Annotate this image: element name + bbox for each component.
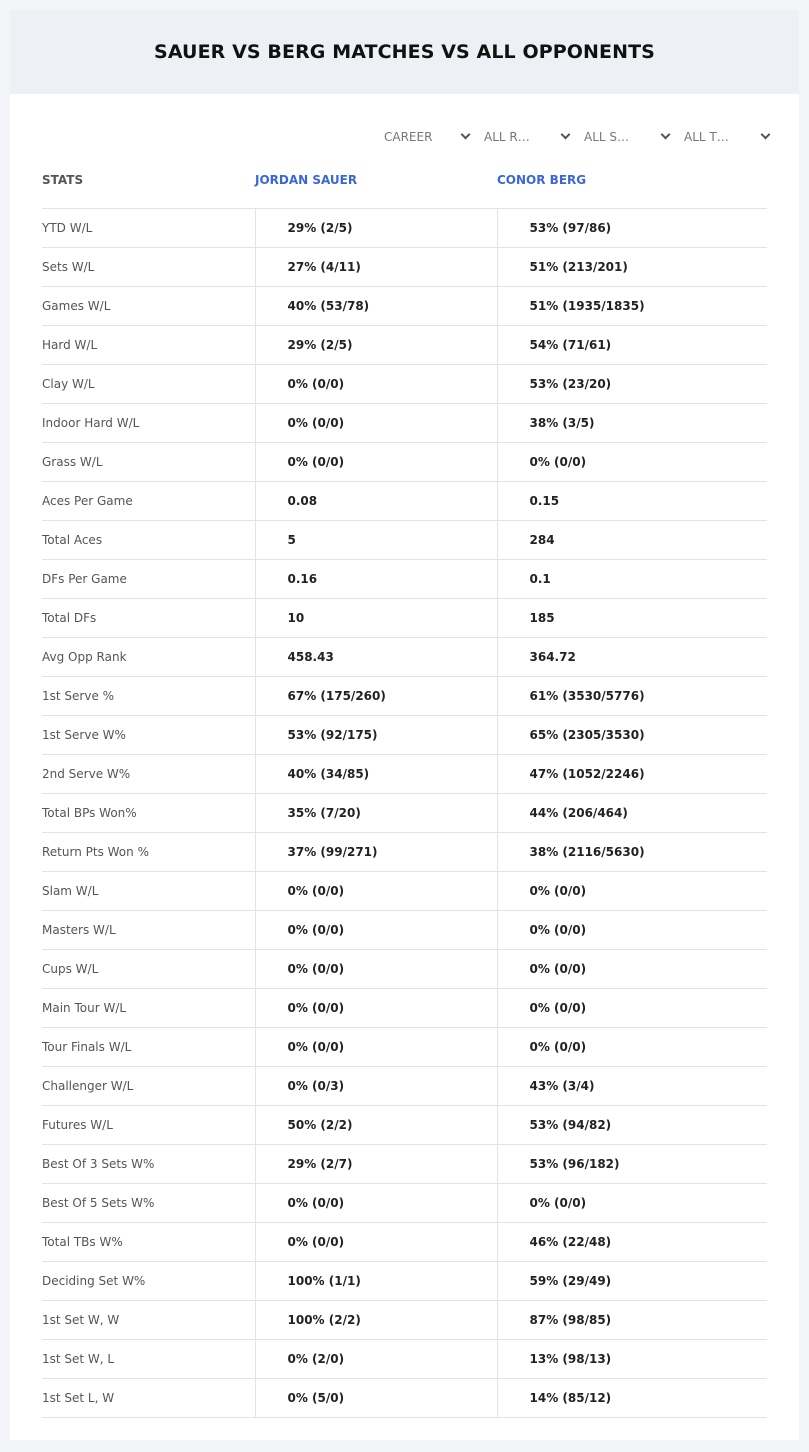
- table-header: [42, 172, 767, 208]
- stat-label: Slam W/L: [42, 872, 255, 911]
- table-row: [42, 365, 767, 404]
- stat-label: DFs Per Game: [42, 560, 255, 599]
- player1-value: 0% (0/0): [255, 1028, 497, 1067]
- chevron-down-icon: [461, 130, 471, 140]
- player1-value: 35% (7/20): [255, 794, 497, 833]
- table-row: [42, 950, 767, 989]
- player1-value: 458.43: [255, 638, 497, 677]
- table-row: [42, 1223, 767, 1262]
- stat-label: Clay W/L: [42, 365, 255, 404]
- table-row: [42, 209, 767, 248]
- stat-label: Sets W/L: [42, 248, 255, 287]
- player1-value: 0% (5/0): [255, 1379, 497, 1418]
- table-row: [42, 404, 767, 443]
- player2-value: 0.15: [497, 482, 767, 521]
- chevron-down-icon: [761, 130, 771, 140]
- card-header: [10, 10, 799, 94]
- player2-value: 38% (2116/5630): [497, 833, 767, 872]
- player1-value: 40% (34/85): [255, 755, 497, 794]
- table-row: [42, 716, 767, 755]
- table-row: [42, 326, 767, 365]
- player1-value: 0% (0/0): [255, 872, 497, 911]
- table-row: [42, 482, 767, 521]
- stat-label: Best Of 3 Sets W%: [42, 1145, 255, 1184]
- table-row: [42, 1379, 767, 1418]
- stat-label: Hard W/L: [42, 326, 255, 365]
- stat-label: Futures W/L: [42, 1106, 255, 1145]
- table-row: [42, 755, 767, 794]
- table-row: [42, 677, 767, 716]
- player2-value: 47% (1052/2246): [497, 755, 767, 794]
- player1-value: 0.08: [255, 482, 497, 521]
- table-row: [42, 1262, 767, 1301]
- stat-label: Challenger W/L: [42, 1067, 255, 1106]
- table-row: [42, 872, 767, 911]
- player1-value: 40% (53/78): [255, 287, 497, 326]
- player1-value: 0% (0/0): [255, 911, 497, 950]
- player2-value: 0% (0/0): [497, 989, 767, 1028]
- player1-value: 0% (0/0): [255, 1223, 497, 1262]
- stat-label: Avg Opp Rank: [42, 638, 255, 677]
- player1-value: 0% (0/0): [255, 950, 497, 989]
- player1-value: 0% (0/0): [255, 989, 497, 1028]
- player2-value: 65% (2305/3530): [497, 716, 767, 755]
- player1-value: 5: [255, 521, 497, 560]
- player1-value: 50% (2/2): [255, 1106, 497, 1145]
- player1-value: 0% (0/0): [255, 1184, 497, 1223]
- player1-value: 29% (2/5): [255, 326, 497, 365]
- stats-column-header: STATS: [42, 173, 84, 187]
- player2-value: 53% (97/86): [497, 209, 767, 248]
- stat-label: Grass W/L: [42, 443, 255, 482]
- stat-label: Indoor Hard W/L: [42, 404, 255, 443]
- player2-value: 284: [497, 521, 767, 560]
- table-row: [42, 1145, 767, 1184]
- player2-value: 0% (0/0): [497, 443, 767, 482]
- player2-link[interactable]: CONOR BERG: [497, 173, 587, 187]
- table-row: [42, 1340, 767, 1379]
- player1-value: 0% (0/0): [255, 365, 497, 404]
- player2-value: 53% (94/82): [497, 1106, 767, 1145]
- stat-label: YTD W/L: [42, 209, 255, 248]
- stat-label: Tour Finals W/L: [42, 1028, 255, 1067]
- player1-value: 53% (92/175): [255, 716, 497, 755]
- player2-value: 0% (0/0): [497, 1028, 767, 1067]
- player2-value: 0% (0/0): [497, 872, 767, 911]
- table-row: [42, 521, 767, 560]
- table-row: [42, 287, 767, 326]
- table-row: [42, 560, 767, 599]
- stats-card: [10, 10, 799, 1440]
- stat-label: Total DFs: [42, 599, 255, 638]
- stat-label: Main Tour W/L: [42, 989, 255, 1028]
- player2-value: 0.1: [497, 560, 767, 599]
- stat-label: Games W/L: [42, 287, 255, 326]
- player1-value: 100% (1/1): [255, 1262, 497, 1301]
- filter-label: ALL R…: [484, 130, 530, 144]
- filter-round-select[interactable]: [480, 127, 580, 147]
- player2-value: 185: [497, 599, 767, 638]
- table-row: [42, 989, 767, 1028]
- player2-value: 44% (206/464): [497, 794, 767, 833]
- player1-value: 27% (4/11): [255, 248, 497, 287]
- filter-period-select[interactable]: [380, 127, 480, 147]
- stats-table: [42, 208, 767, 1418]
- player2-value: 0% (0/0): [497, 950, 767, 989]
- table-row: [42, 1301, 767, 1340]
- filter-label: ALL S…: [584, 130, 630, 144]
- player2-value: 53% (96/182): [497, 1145, 767, 1184]
- stat-label: Cups W/L: [42, 950, 255, 989]
- player2-value: 0% (0/0): [497, 1184, 767, 1223]
- player1-value: 100% (2/2): [255, 1301, 497, 1340]
- player1-link[interactable]: JORDAN SAUER: [255, 173, 358, 187]
- stat-label: Masters W/L: [42, 911, 255, 950]
- stat-label: 1st Set W, W: [42, 1301, 255, 1340]
- stat-label: 1st Set L, W: [42, 1379, 255, 1418]
- page-title: SAUER VS BERG MATCHES VS ALL OPPONENTS: [154, 41, 655, 63]
- chevron-down-icon: [561, 130, 571, 140]
- player2-value: 14% (85/12): [497, 1379, 767, 1418]
- stat-label: Total BPs Won%: [42, 794, 255, 833]
- table-row: [42, 443, 767, 482]
- player1-value: 0% (0/3): [255, 1067, 497, 1106]
- stat-label: Total TBs W%: [42, 1223, 255, 1262]
- stat-label: Return Pts Won %: [42, 833, 255, 872]
- table-row: [42, 1028, 767, 1067]
- player2-value: 59% (29/49): [497, 1262, 767, 1301]
- table-row: [42, 1067, 767, 1106]
- player2-value: 87% (98/85): [497, 1301, 767, 1340]
- stat-label: 1st Serve W%: [42, 716, 255, 755]
- player1-value: 10: [255, 599, 497, 638]
- filter-bar: [380, 127, 780, 147]
- player2-value: 51% (213/201): [497, 248, 767, 287]
- table-row: [42, 599, 767, 638]
- player2-value: 61% (3530/5776): [497, 677, 767, 716]
- table-row: [42, 833, 767, 872]
- player1-value: 29% (2/5): [255, 209, 497, 248]
- player2-value: 43% (3/4): [497, 1067, 767, 1106]
- player2-value: 13% (98/13): [497, 1340, 767, 1379]
- player2-value: 51% (1935/1835): [497, 287, 767, 326]
- table-row: [42, 911, 767, 950]
- table-row: [42, 794, 767, 833]
- player2-value: 53% (23/20): [497, 365, 767, 404]
- stat-label: 1st Serve %: [42, 677, 255, 716]
- stat-label: 1st Set W, L: [42, 1340, 255, 1379]
- player1-value: 0% (0/0): [255, 443, 497, 482]
- filter-surface-select[interactable]: [580, 127, 680, 147]
- chevron-down-icon: [661, 130, 671, 140]
- player1-value: 0.16: [255, 560, 497, 599]
- filter-label: ALL T…: [684, 130, 729, 144]
- table-row: [42, 638, 767, 677]
- stat-label: 2nd Serve W%: [42, 755, 255, 794]
- player1-value: 37% (99/271): [255, 833, 497, 872]
- player2-value: 364.72: [497, 638, 767, 677]
- player2-value: 54% (71/61): [497, 326, 767, 365]
- stat-label: Aces Per Game: [42, 482, 255, 521]
- player2-value: 0% (0/0): [497, 911, 767, 950]
- player1-value: 0% (0/0): [255, 404, 497, 443]
- stat-label: Best Of 5 Sets W%: [42, 1184, 255, 1223]
- player2-value: 46% (22/48): [497, 1223, 767, 1262]
- table-row: [42, 248, 767, 287]
- player1-value: 29% (2/7): [255, 1145, 497, 1184]
- player1-value: 67% (175/260): [255, 677, 497, 716]
- stat-label: Total Aces: [42, 521, 255, 560]
- table-row: [42, 1106, 767, 1145]
- stat-label: Deciding Set W%: [42, 1262, 255, 1301]
- player2-value: 38% (3/5): [497, 404, 767, 443]
- filter-tournament-select[interactable]: [680, 127, 780, 147]
- table-row: [42, 1184, 767, 1223]
- player1-value: 0% (2/0): [255, 1340, 497, 1379]
- filter-label: CAREER: [384, 130, 433, 144]
